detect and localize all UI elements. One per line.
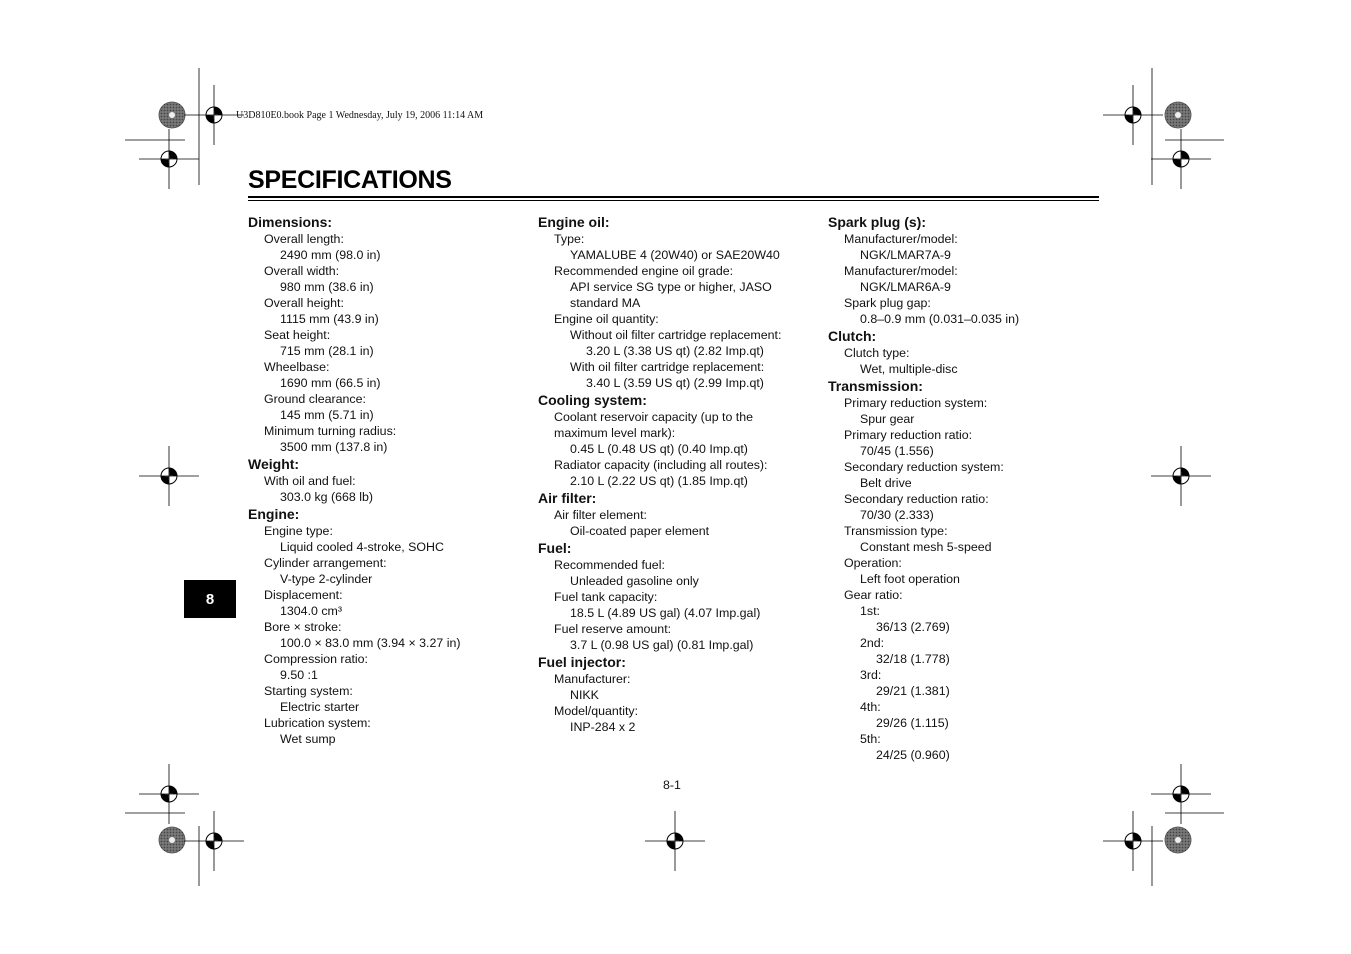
spec-item [248,391,528,423]
spec-sub-label: 1st: [860,604,880,618]
spec-item [248,683,528,715]
spec-label: Displacement: [264,588,343,602]
spec-value: 2.10 L (2.22 US qt) (1.85 Imp.qt) [570,474,748,488]
spec-value: 3.7 L (0.98 US gal) (0.81 Imp.gal) [570,638,754,652]
spec-item [538,263,818,311]
spec-item [828,263,1108,295]
spec-label: Minimum turning radius: [264,424,397,438]
spec-label: Transmission type: [844,524,948,538]
spec-sub-label: With oil filter cartridge replacement: [570,360,765,374]
spec-item [248,423,528,455]
spec-label: Fuel reserve amount: [554,622,672,636]
section-heading: Clutch: [828,328,877,344]
color-target-icon [159,102,185,128]
spec-label: Overall length: [264,232,344,246]
spec-item [828,345,1108,377]
spec-label: Manufacturer: [554,672,631,686]
spec-label: Starting system: [264,684,353,698]
registration-mark-icon [1103,85,1163,145]
spec-item [538,507,818,539]
spec-value: Wet, multiple-disc [860,362,958,376]
spec-label: Cylinder arrangement: [264,556,387,570]
spec-item [828,295,1108,327]
spec-section [538,539,818,653]
spec-value: 0.45 L (0.48 US qt) (0.40 Imp.qt) [570,442,748,456]
spec-label: Lubrication system: [264,716,371,730]
page-number: 8-1 [663,778,681,792]
spec-sub-label: 4th: [860,700,881,714]
registration-mark-icon [645,811,705,871]
section-heading: Dimensions: [248,214,333,230]
spec-sub-label: Without oil filter cartridge replacement: [570,328,782,342]
spec-label: Seat height: [264,328,331,342]
section-heading: Fuel injector: [538,654,626,670]
spec-value: Electric starter [280,700,360,714]
section-heading: Spark plug (s): [828,214,927,230]
spec-value: YAMALUBE 4 (20W40) or SAE20W40 [570,248,780,262]
spec-value: Constant mesh 5-speed [860,540,992,554]
spec-value: 303.0 kg (668 lb) [280,490,373,504]
spec-label: Engine type: [264,524,333,538]
spec-item [538,457,818,489]
registration-mark-icon [1151,764,1211,824]
spec-sub-value: 3.40 L (3.59 US qt) (2.99 Imp.qt) [586,376,764,390]
spec-label: Type: [554,232,585,246]
section-heading: Air filter: [538,490,597,506]
spec-sub-label: 5th: [860,732,881,746]
spec-item [248,359,528,391]
spec-label: Compression ratio: [264,652,368,666]
spec-sub-value: 29/26 (1.115) [876,716,949,730]
registration-mark-icon [1103,811,1163,871]
spec-value: Oil-coated paper element [570,524,710,538]
spec-item [538,409,818,457]
spec-label: Coolant reservoir capacity (up to the [554,410,754,424]
spec-item [538,589,818,621]
section-heading: Fuel: [538,540,572,556]
registration-mark-icon [184,85,244,145]
spec-item [828,427,1108,459]
spec-item [828,459,1108,491]
spec-label: Fuel tank capacity: [554,590,658,604]
section-heading: Engine oil: [538,214,610,230]
spec-label: Wheelbase: [264,360,330,374]
spec-item [828,395,1108,427]
spec-value: 145 mm (5.71 in) [280,408,374,422]
spec-label: Recommended fuel: [554,558,665,572]
spec-item [538,621,818,653]
spec-column-3 [828,213,1108,763]
spec-sub-value: 29/21 (1.381) [876,684,950,698]
spec-sub-label: 2nd: [860,636,885,650]
spec-section [538,391,818,489]
spec-label: Secondary reduction ratio: [844,492,989,506]
spec-label: Manufacturer/model: [844,232,958,246]
spec-value: Spur gear [860,412,915,426]
spec-label: Radiator capacity (including all routes): [554,458,768,472]
spec-section [248,213,528,455]
spec-value: INP-284 x 2 [570,720,636,734]
spec-section [248,505,528,747]
spec-value: 1304.0 cm³ [280,604,342,618]
spec-value: 18.5 L (4.89 US gal) (4.07 Imp.gal) [570,606,761,620]
spec-value: 2490 mm (98.0 in) [280,248,381,262]
spec-value: Belt drive [860,476,912,490]
spec-label: Secondary reduction system: [844,460,1004,474]
title-rule-thin [248,200,1099,201]
spec-label: Air filter element: [554,508,647,522]
spec-value: NIKK [570,688,599,702]
color-target-icon [159,827,185,853]
spec-label: Clutch type: [844,346,910,360]
spec-label: Overall width: [264,264,340,278]
spec-label: Gear ratio: [844,588,903,602]
spec-item [248,473,528,505]
spec-item [828,231,1108,263]
spec-value: 70/30 (2.333) [860,508,934,522]
spec-item [538,311,818,391]
spec-item [248,715,528,747]
spec-section [828,377,1108,763]
spec-value: 1115 mm (43.9 in) [280,312,379,326]
spec-sub-value: 24/25 (0.960) [876,748,950,762]
spec-value: 715 mm (28.1 in) [280,344,374,358]
color-target-icon [1165,102,1191,128]
spec-section [538,653,818,735]
spec-item [828,587,1108,763]
spec-sub-value: 3.20 L (3.38 US qt) (2.82 Imp.qt) [586,344,764,358]
spec-value: standard MA [570,296,641,310]
spec-section [538,213,818,391]
spec-label: Manufacturer/model: [844,264,958,278]
spec-value: NGK/LMAR6A-9 [860,280,951,294]
spec-item [248,263,528,295]
registration-mark-icon [1151,129,1211,189]
spec-value: 980 mm (38.6 in) [280,280,374,294]
spec-item [248,651,528,683]
spec-item [248,327,528,359]
spec-value: Liquid cooled 4-stroke, SOHC [280,540,444,554]
spec-value: 0.8–0.9 mm (0.031–0.035 in) [860,312,1020,326]
spec-item [538,703,818,735]
spec-value: API service SG type or higher, JASO [570,280,772,294]
spec-item [538,671,818,703]
spec-value: 9.50 :1 [280,668,318,682]
spec-item [538,557,818,589]
chapter-tab [184,580,236,618]
spec-sub-value: 32/18 (1.778) [876,652,950,666]
title-rule [248,196,1099,198]
registration-mark-icon [139,446,199,506]
spec-value: 1690 mm (66.5 in) [280,376,381,390]
spec-item [248,587,528,619]
spec-item [538,231,818,263]
spec-label: Primary reduction ratio: [844,428,973,442]
section-heading: Engine: [248,506,300,522]
chapter-number: 8 [205,590,215,608]
spec-sub-label: 3rd: [860,668,882,682]
book-file-header: U3D810E0.book Page 1 Wednesday, July 19, 2006 11:14 AM [236,110,484,121]
spec-label: Model/quantity: [554,704,639,718]
spec-item [248,295,528,327]
spec-section [248,455,528,505]
spec-section [828,327,1108,377]
section-heading: Cooling system: [538,392,647,408]
spec-label: Spark plug gap: [844,296,931,310]
spec-value: Wet sump [280,732,336,746]
spec-value: Unleaded gasoline only [570,574,699,588]
spec-value: 3500 mm (137.8 in) [280,440,388,454]
spec-label: Engine oil quantity: [554,312,659,326]
spec-value: 70/45 (1.556) [860,444,934,458]
spec-sub-value: 36/13 (2.769) [876,620,950,634]
spec-item [248,619,528,651]
spec-value: 100.0 × 83.0 mm (3.94 × 3.27 in) [280,636,461,650]
registration-mark-icon [139,764,199,824]
section-heading: Transmission: [828,378,923,394]
registration-mark-icon [184,811,244,871]
spec-label: Bore × stroke: [264,620,342,634]
spec-item [248,555,528,587]
spec-label: Ground clearance: [264,392,366,406]
spec-column-2 [538,213,818,735]
spec-label: maximum level mark): [554,426,676,440]
spec-column-1 [248,213,528,747]
spec-section [538,489,818,539]
section-heading: Weight: [248,456,300,472]
spec-label: With oil and fuel: [264,474,356,488]
spec-label: Overall height: [264,296,344,310]
spec-item [828,523,1108,555]
spec-value: V-type 2-cylinder [280,572,373,586]
page-title: SPECIFICATIONS [248,166,452,194]
spec-value: NGK/LMAR7A-9 [860,248,951,262]
registration-mark-icon [1151,446,1211,506]
spec-item [828,555,1108,587]
spec-item [248,523,528,555]
spec-label: Operation: [844,556,902,570]
spec-section [828,213,1108,327]
registration-mark-icon [139,129,199,189]
color-target-icon [1165,827,1191,853]
spec-item [248,231,528,263]
spec-item [828,491,1108,523]
spec-value: Left foot operation [860,572,960,586]
spec-label: Primary reduction system: [844,396,988,410]
spec-label: Recommended engine oil grade: [554,264,734,278]
